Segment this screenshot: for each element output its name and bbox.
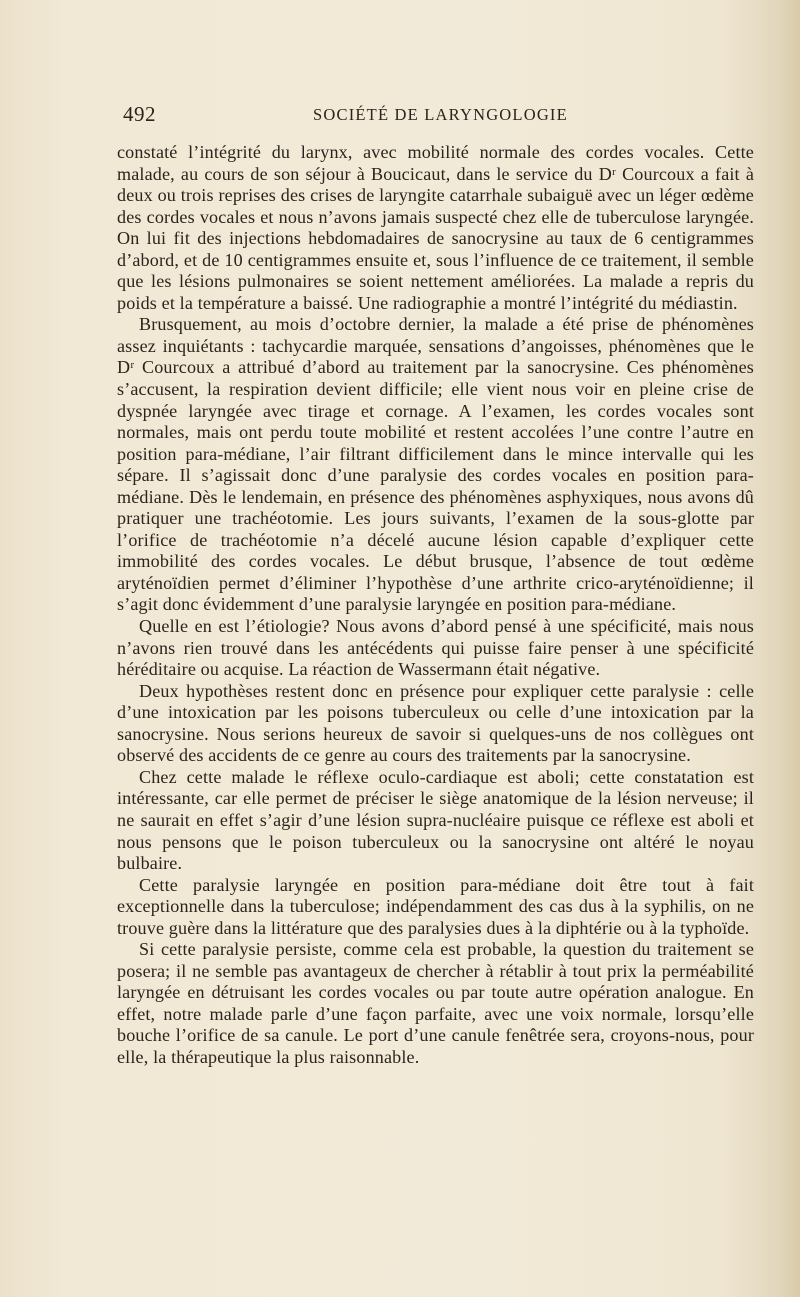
body-text (117, 142, 754, 1069)
paragraph-5: Chez cette malade le réflexe oculo-cardiaque est aboli; cette constatation est intéressante, car elle permet de préciser le siège anatomique de la lésion nerveuse; il ne saurait en effet s’agir d’une lésion supra-nucléaire puisque ce réflexe est aboli et nous pensons que le poison tuberculeux ou la sanocrysine ont altéré le noyau bulbaire. (117, 766, 754, 874)
page-number: 492 (123, 102, 156, 126)
running-head (123, 102, 683, 132)
paragraph-3: Quelle en est l’étiologie? Nous avons d’abord pensé à une spécificité, mais nous n’avons rien trouvé dans les antécédents qui puisse faire penser à une spécificité héréditaire ou acquise. La réaction de Wassermann était négative. (117, 616, 754, 680)
paragraph-4: Deux hypothèses restent donc en présence pour expliquer cette paralysie : celle d’une intoxication par les poisons tuberculeux ou celle d’une intoxication par la sanocrysine. Nous serions heureux de savoir si quelques-uns de nos collègues ont observé des accidents de ce genre au cours des traitements par la sanocrysine. (117, 680, 754, 766)
journal-title: SOCIÉTÉ DE LARYNGOLOGIE (313, 105, 568, 124)
paragraph-7: Si cette paralysie persiste, comme cela est probable, la question du traitement se posera; il ne semble pas avantageux de chercher à rétablir à tout prix la perméabilité laryngée en détruisant les cordes vocales ou par toute autre opération analogue. En effet, notre malade parle d’une façon parfaite, avec une voix normale, lorsqu’elle bouche l’orifice de sa canule. Le port d’une canule fenêtrée sera, croyons-nous, pour elle, la thérapeutique la plus raisonnable. (117, 939, 754, 1067)
paragraph-6: Cette paralysie laryngée en position para-médiane doit être tout à fait exceptionnelle dans la tuberculose; indépendamment des cas dus à la syphilis, on ne trouve guère dans la littérature que des paralysies dues à la diphtérie ou à la typhoïde. (117, 874, 754, 938)
paragraph-2: Brusquement, au mois d’octobre dernier, la malade a été prise de phénomènes assez inquiétants : tachycardie marquée, sensations d’angoisses, phénomènes que le Dʳ Courcoux a attribué d’abord au traitement par la sanocrysine. Ces phénomènes s’accusent, la respiration devient difficile; elle vient nous voir en pleine crise de dyspnée laryngée avec tirage et cornage. A l’examen, les cordes vocales sont normales, mais ont perdu toute mobilité et restent accolées l’une contre l’autre en position para-médiane, l’air filtrant difficilement dans le mince intervalle qui les sépare. Il s’agissait donc d’une paralysie des cordes vocales en position para-médiane. Dès le lendemain, en présence des phénomènes asphyxiques, nous avons dû pratiquer une trachéotomie. Les jours suivants, l’examen de la sous-glotte par l’orifice de trachéotomie n’a décelé aucune lésion capable d’expliquer cette immobilité des cordes vocales. Le début brusque, l’absence de tout œdème aryténoïdien permet d’éliminer l’hypothèse d’une arthrite crico-aryténoïdienne; il s’agit donc évidemment d’une paralysie laryngée en position para-médiane. (117, 314, 754, 615)
paragraph-1: constaté l’intégrité du larynx, avec mobilité normale des cordes vocales. Cette malade, au cours de son séjour à Boucicaut, dans le service du Dʳ Courcoux a fait à deux ou trois reprises des crises de laryngite catarrhale subaiguë avec un léger œdème des cordes vocales et nous n’avons jamais suspecté chez elle de tuberculose laryngée. On lui fit des injections hebdomadaires de sanocrysine au taux de 6 centigrammes d’abord, et de 10 centigrammes ensuite et, sous l’influence de ce traitement, il semble que les lésions pulmonaires se soient nettement améliorées. La malade a repris du poids et la température a baissé. Une radiographie a montré l’intégrité du médiastin. (117, 142, 754, 313)
